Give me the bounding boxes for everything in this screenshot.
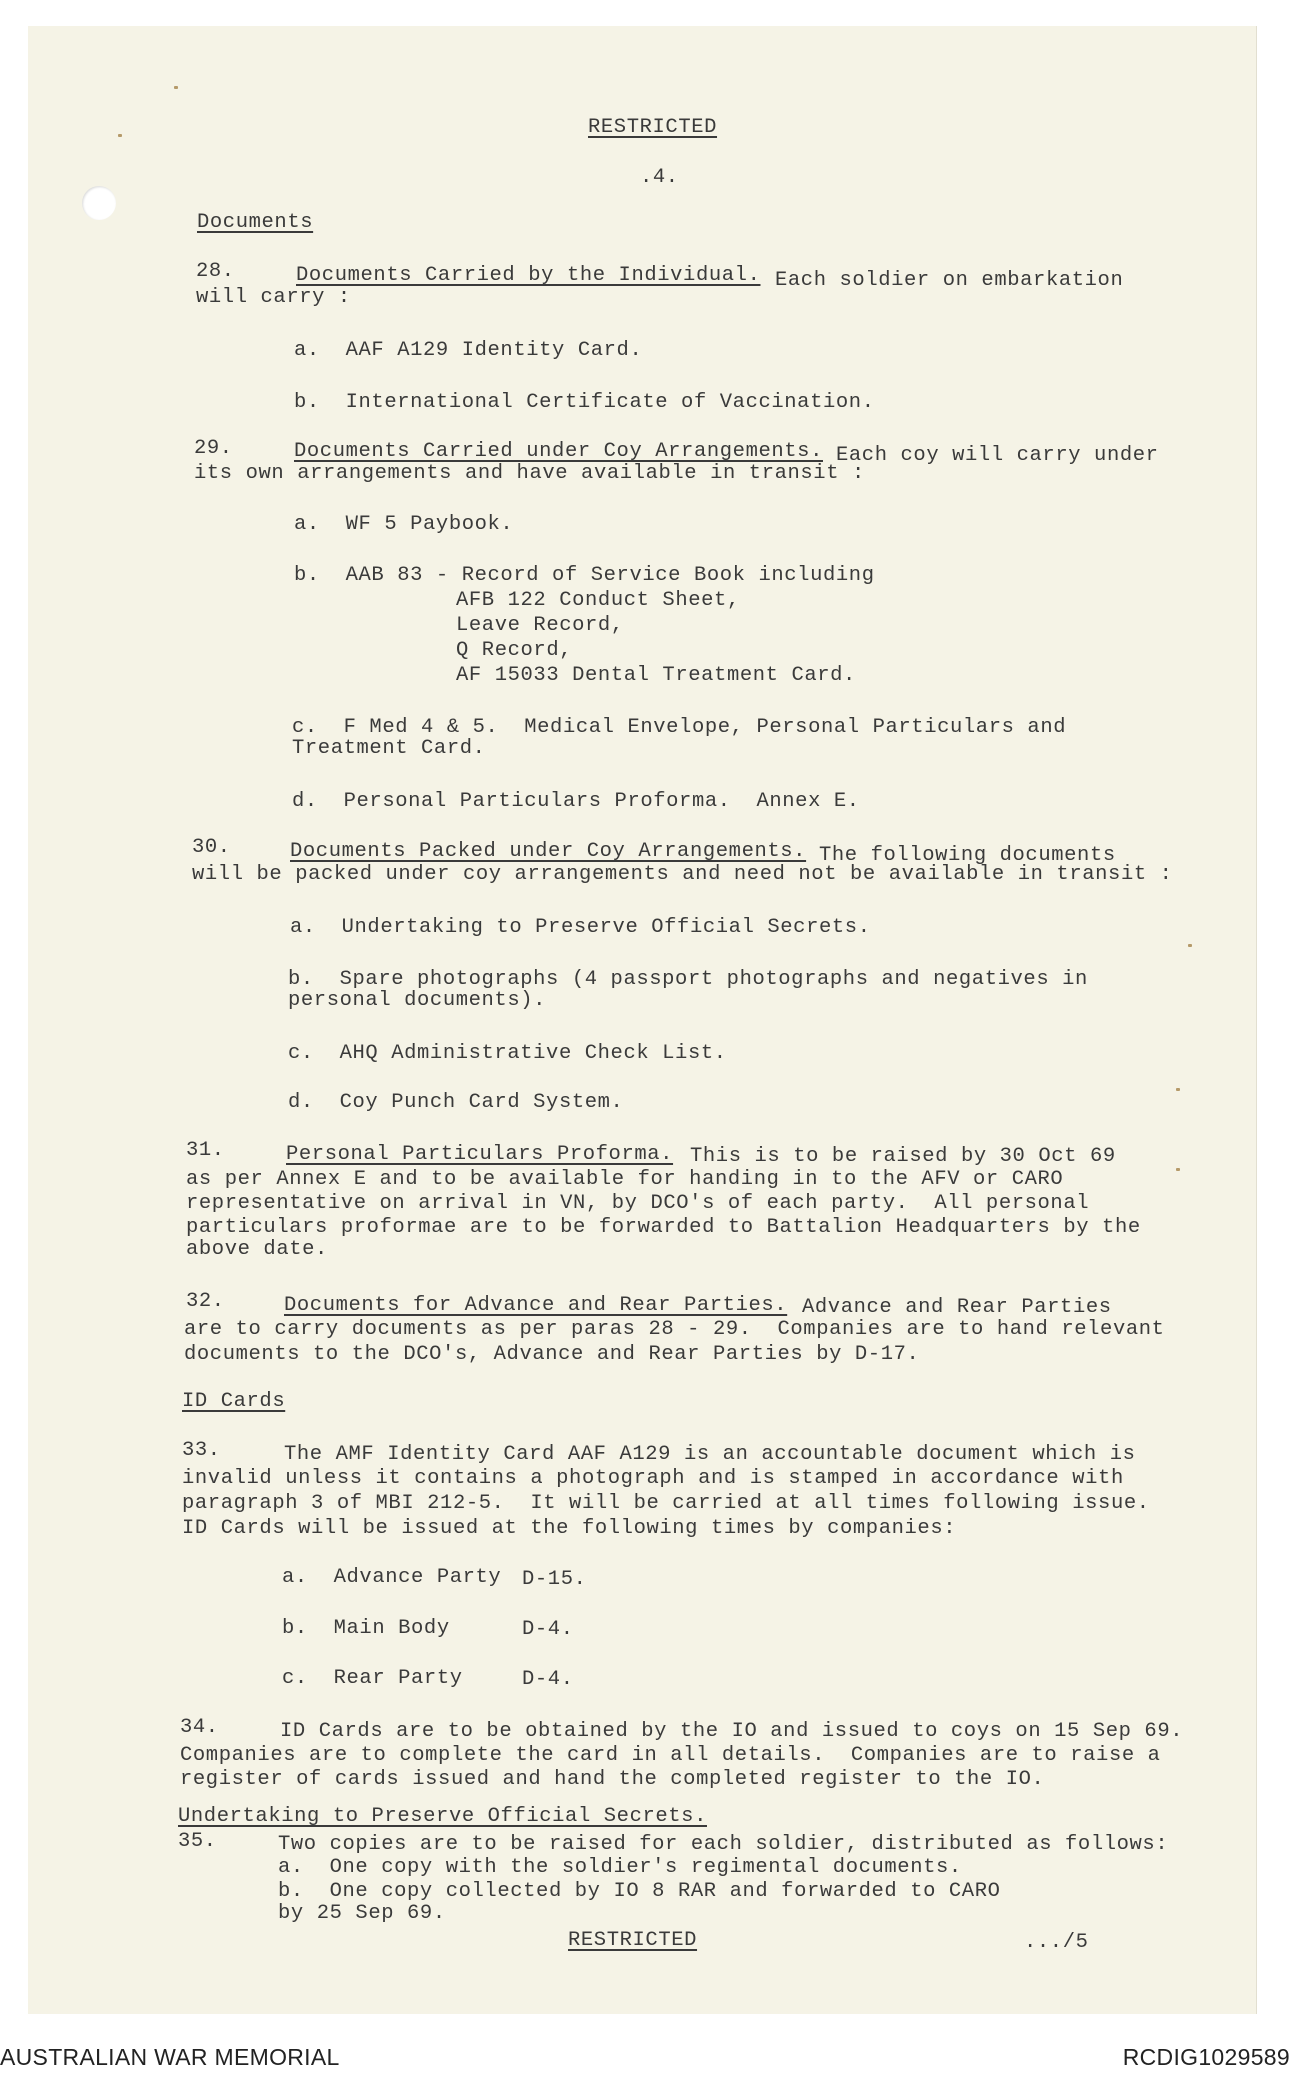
list-item-cont: personal documents). <box>288 989 547 1012</box>
list-item-cont: Treatment Card. <box>292 737 486 760</box>
para-text: above date. <box>186 1238 328 1261</box>
section-heading-documents: Documents <box>197 211 314 234</box>
list-item: a. One copy with the soldier's regimental documents. <box>278 1856 962 1879</box>
list-item: d. Personal Particulars Proforma. Annex E. <box>292 790 860 813</box>
list-item: d. Coy Punch Card System. <box>288 1091 624 1114</box>
para-number: 33. <box>182 1439 221 1462</box>
list-item: b. International Certificate of Vaccination. <box>294 391 875 414</box>
para-text: Two copies are to be raised for each soldier, distributed as follows: <box>278 1833 1169 1856</box>
list-item-cont: by 25 Sep 69. <box>278 1902 446 1925</box>
list-item: c. AHQ Administrative Check List. <box>288 1042 727 1065</box>
para-text: This is to be raised by 30 Oct 69 <box>690 1145 1116 1168</box>
para-number: 35. <box>178 1830 217 1853</box>
list-subitem: Leave Record, <box>456 614 624 637</box>
list-item-value: D-15. <box>522 1568 587 1591</box>
para-text: Each coy will carry under <box>836 444 1159 467</box>
list-item-value: D-4. <box>522 1618 574 1641</box>
archive-label: AUSTRALIAN WAR MEMORIAL <box>0 2044 340 2070</box>
list-subitem: Q Record, <box>456 639 573 662</box>
para-text: will carry : <box>196 286 351 309</box>
para-text: register of cards issued and hand the completed register to the IO. <box>180 1768 1045 1791</box>
para-title: Documents for Advance and Rear Parties. <box>284 1294 788 1317</box>
list-item: c. F Med 4 & 5. Medical Envelope, Personal Particulars and <box>292 716 1067 739</box>
para-text: ID Cards are to be obtained by the IO and issued to coys on 15 Sep 69. <box>280 1720 1184 1743</box>
list-item: b. Spare photographs (4 passport photographs and negatives in <box>288 968 1088 991</box>
paper-speck <box>118 134 122 137</box>
punch-hole <box>82 186 116 220</box>
paper-speck <box>1176 1168 1180 1171</box>
list-subitem: AFB 122 Conduct Sheet, <box>456 589 740 612</box>
para-text: its own arrangements and have available in transit : <box>194 462 865 485</box>
para-text: will be packed under coy arrangements and need not be available in transit : <box>192 863 1173 886</box>
list-item: a. AAF A129 Identity Card. <box>294 339 643 362</box>
restricted-header: RESTRICTED <box>588 116 718 139</box>
para-text: The AMF Identity Card AAF A129 is an accountable document which is <box>284 1443 1136 1466</box>
list-subitem: AF 15033 Dental Treatment Card. <box>456 664 856 687</box>
list-item: b. AAB 83 - Record of Service Book including <box>294 564 875 587</box>
para-number: 28. <box>196 260 235 283</box>
para-number: 30. <box>192 836 231 859</box>
paper-speck <box>1188 944 1192 947</box>
para-text: documents to the DCO's, Advance and Rear Parties by D-17. <box>184 1343 920 1366</box>
para-title: Documents Packed under Coy Arrangements. <box>290 840 807 863</box>
para-text: particulars proformae are to be forwarded to Battalion Headquarters by the <box>186 1216 1141 1239</box>
page-number: .4. <box>640 166 679 189</box>
section-heading-id-cards: ID Cards <box>182 1390 286 1413</box>
paper-speck <box>174 86 178 89</box>
list-item: b. Main Body <box>282 1617 450 1640</box>
list-item: b. One copy collected by IO 8 RAR and forwarded to CARO <box>278 1880 1001 1903</box>
para-title: Documents Carried by the Individual. <box>296 264 761 287</box>
para-text: ID Cards will be issued at the following times by companies: <box>182 1517 957 1540</box>
para-number: 31. <box>186 1139 225 1162</box>
para-text: paragraph 3 of MBI 212-5. It will be carried at all times following issue. <box>182 1492 1150 1515</box>
paper-speck <box>1176 1088 1180 1091</box>
para-text: as per Annex E and to be available for handing in to the AFV or CARO <box>186 1168 1064 1191</box>
para-number: 32. <box>186 1290 225 1313</box>
restricted-footer: RESTRICTED <box>568 1929 698 1952</box>
para-title: Documents Carried under Coy Arrangements. <box>294 440 823 463</box>
para-text: representative on arrival in VN, by DCO's of each party. All personal <box>186 1192 1090 1215</box>
list-item: a. WF 5 Paybook. <box>294 513 514 536</box>
list-item-value: D-4. <box>522 1668 574 1691</box>
list-item: a. Advance Party <box>282 1566 502 1589</box>
continued-marker: .../5 <box>1024 1931 1089 1954</box>
archive-id: RCDIG1029589 <box>1122 2044 1290 2070</box>
para-text: The following documents <box>819 844 1116 867</box>
list-item: c. Rear Party <box>282 1667 463 1690</box>
para-text: Companies are to complete the card in all details. Companies are to raise a <box>180 1744 1161 1767</box>
section-heading-undertaking: Undertaking to Preserve Official Secrets. <box>178 1805 707 1828</box>
para-number: 34. <box>180 1716 219 1739</box>
para-title: Personal Particulars Proforma. <box>286 1143 674 1166</box>
para-number: 29. <box>194 437 233 460</box>
para-text: invalid unless it contains a photograph and is stamped in accordance with <box>182 1467 1124 1490</box>
para-text: Each soldier on embarkation <box>775 269 1124 292</box>
para-text: Advance and Rear Parties <box>802 1296 1112 1319</box>
list-item: a. Undertaking to Preserve Official Secrets. <box>290 916 871 939</box>
para-text: are to carry documents as per paras 28 - 29. Companies are to hand relevant <box>184 1318 1165 1341</box>
